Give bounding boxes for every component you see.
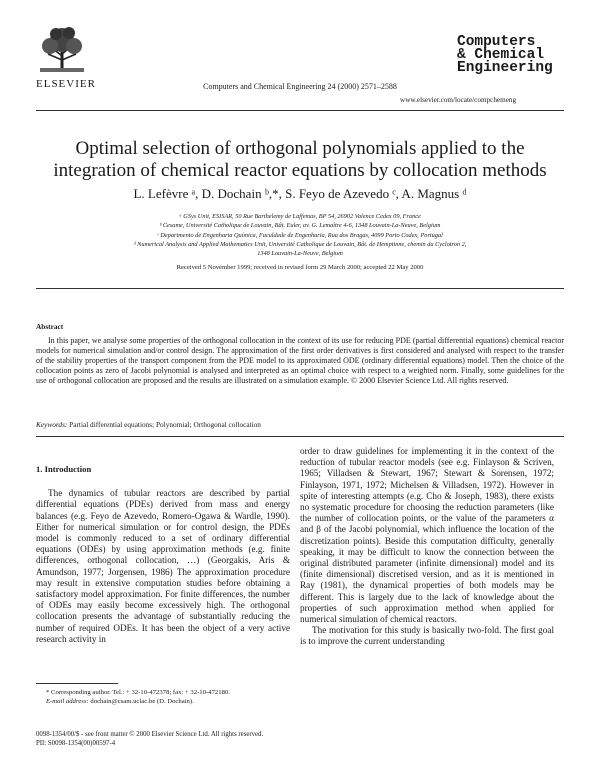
corresponding-author-note: * Corresponding author. Tel.: + 32-10-472378; fax: + 32-10-472180. [46,689,230,696]
journal-citation: Computers and Chemical Engineering 24 (2000) 2571–2588 [203,82,397,91]
paragraph: The dynamics of tubular reactors are described by partial differential equations (PDEs) derived from mass and energy balances (e.g. Feyo de Azevedo, Romero-Ogawa & Wardle, 1990). Either for numerical simulation or for control design, the PDEs model is commonly reduced to a set of ordinary differential equations (ODEs) by using approximation methods (e.g. finite differences, orthogonal collocation, …) (Georgakis, Aris & Amundson, 1977; Jorgensen, 1986) The approximation procedure may result in extensive computation studies before obtaining a satisfactory model approximation. For finite differences, the number of ODEs may easily become excessively high. The orthogonal collocation presents the advantage of substantially reducing the number of required ODEs. It has been the object of a very active research activity in [36,488,290,644]
right-column [300,446,554,648]
received-dates: Received 5 November 1999; received in revised form 29 March 2000; accepted 22 May 2000 [176,264,424,271]
footnotes [36,688,290,706]
author-list: L. Lefèvre ᵃ, D. Dochain ᵇ,*, S. Feyo de Azevedo ᶜ, A. Magnus ᵈ [133,186,467,201]
publisher-name: ELSEVIER [36,78,96,90]
pii-line: PII: S0098-1354(00)00597-4 [36,740,116,747]
journal-name-line: & Chemical [457,47,545,63]
keywords-label: Keywords: [36,420,68,429]
paragraph: The motivation for this study is basically two-fold. The first goal is to improve the current understanding [300,625,554,647]
paper-title: Optimal selection of orthogonal polynomials applied to the integration of chemical reactor equations by collocation methods [53,138,547,181]
affiliation: ᶜ Departmento de Engenharia Química, Faculdade de Engenharia, Rua dos Bragas, 4099 Porto Codex, Portugal [157,231,443,239]
section-heading: 1. Introduction [36,464,92,474]
paragraph: order to draw guidelines for implementing it in the context of the reduction of tubular reactor models (see e.g. Finlayson & Scriven, 1965; Villadsen & Stewart, 1967; Stewart & Sorensen, 1972; Finlayson, 1971, 1972; Michelsen & Villadsen, 1972). However in spite of interesting attempts (e.g. Cho & Joseph, 1983), there exists no systematic procedure for choosing the reduction parameters (like the number of collocation points, or the value of the parameters α and β of the Jacobi polynomial, which influence the location of the discretization points). Beside this computation difficulty, generally speaking, it may be difficult to know the connection between the original distributed parameter (infinite dimensional) model and its (finite dimensional) discretised version, and as it is mentioned in Ray (1981), the dynamical properties of both models may be different. This is largely due to the lack of knowledge about the properties of such approximation method when applied for numerical simulation of chemical reactors. [300,446,554,625]
abstract-divider [36,436,564,437]
affiliation: 1348 Louvain-La-Neuve, Belgium [257,250,343,258]
abstract-heading: Abstract [36,322,64,331]
journal-url: www.elsevier.com/locate/compchemeng [400,96,517,104]
copyright-block [36,730,263,748]
left-column [36,464,290,645]
email-address: dochain@csam.uclac.be (D. Dochain). [88,698,194,705]
keywords-list: Partial differential equations; Polynomial; Orthogonal collocation [67,420,261,429]
abstract-text: In this paper, we analyse some properties of the orthogonal collocation in the context of its use for reducing PDE (partial differential equations) chemical reactor models for numerical simulation and/or control design. The approximation of the first order derivatives is first considered and analysed with respect to the transfer of the stability properties of the transport component from the PDE model to its approximated ODE (ordinary differential equations) model. Then the choice of the collocation points as zero of Jacobi polynomial is analysed and interpreted as an optimal choice with respect to a weighted norm. Finally, some guidelines for the use of orthogonal collocation are proposed and the results are illustrated on a simulation example. © 2000 Elsevier Science Ltd. All rights reserved. [36,336,564,385]
email-label: E-mail address: [46,698,89,705]
title-divider [36,288,564,289]
affiliations [30,212,570,258]
journal-name-line: Computers [457,34,536,50]
elsevier-tree-logo [36,24,88,76]
header-divider [36,110,564,111]
email-note [36,697,290,706]
journal-logo-text [457,36,553,75]
journal-name-line: Engineering [457,60,553,76]
affiliation: ᵈ Numerical Analysis and Applied Mathematics Unit, Université Catholique de Louvain, Bât. de Hemptinne, chemin du Cyclotron 2, [133,240,467,248]
affiliation: ᵃ GSys Unit, ESISAR, 50 Rue Barthelemy de Laffemas, BP 54, 26902 Valence Cedex 09, France [179,213,421,220]
copyright-line: 0098-1354/00/$ - see front matter © 2000 Elsevier Science Ltd. All rights reserved. [36,731,264,738]
affiliation: ᵇ Cesame, Université Catholique de Louvain, Bât. Euler, av. G. Lemaître 4-6, 1348 Louvain-La-Neuve, Belgium [159,222,441,230]
footnote-divider [36,683,118,684]
keywords [36,420,261,429]
